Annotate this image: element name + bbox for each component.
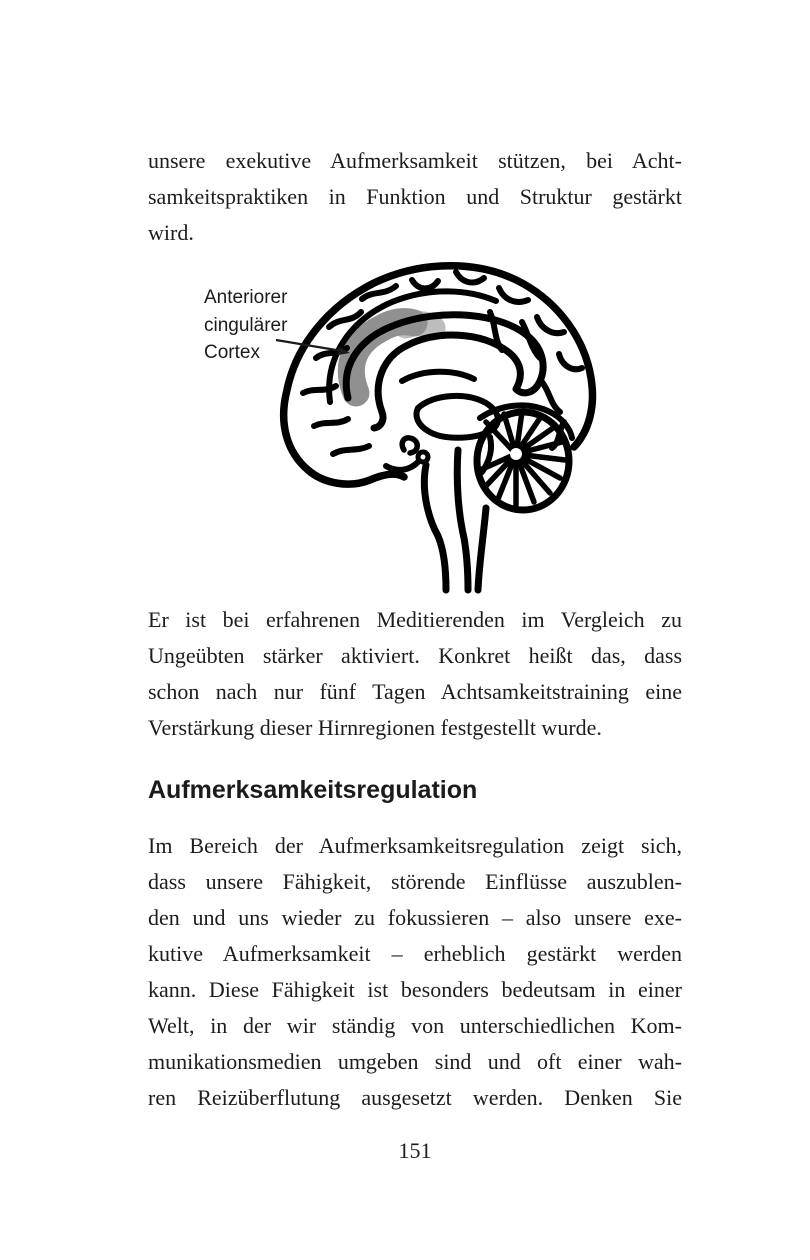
brain-figure [190, 250, 640, 595]
cerebellum-folia [480, 412, 565, 505]
fornix [402, 372, 474, 381]
text-line: ren Reizüberflutung ausgesetzt werden. Denken Sie [148, 1085, 682, 1110]
text-line: Welt, in der wir ständig von unterschiedlichen Kom- [148, 1013, 682, 1038]
paragraph-bottom [148, 828, 682, 1116]
text-line: den und uns wieder zu fokussieren – also unsere exe- [148, 905, 682, 930]
text-line: kann. Diese Fähigkeit ist besonders bedeutsam in einer [148, 977, 682, 1002]
page-number: 151 [398, 1138, 432, 1163]
figure-label-line1: Anteriorer [204, 287, 288, 308]
figure-label-line3: Cortex [204, 342, 260, 363]
mammillary-body [418, 452, 428, 462]
cerebellum-hub [510, 448, 522, 460]
text-line: Er ist bei erfahrenen Meditierenden im Vergleich zu [148, 607, 682, 632]
text-line: Ungeübten stärker aktiviert. Konkret heißt das, dass [148, 643, 682, 668]
figure-label-line2: cingulärer [204, 315, 288, 336]
text-line: wird. [148, 220, 194, 245]
text-line: Im Bereich der Aufmerksamkeitsregulation zeigt sich, [148, 833, 682, 858]
text-line: munikationsmedien umgeben sind und oft einer wah- [148, 1049, 682, 1074]
label-arrow [276, 340, 350, 355]
text-line: unsere exekutive Aufmerksamkeit stützen, bei Acht- [148, 148, 682, 173]
brain-illustration [190, 250, 640, 595]
hypothalamus [402, 438, 417, 453]
text-line: dass unsere Fähigkeit, störende Einflüsse auszublen- [148, 869, 682, 894]
temporal-lobe-edge [308, 470, 404, 484]
paragraph-top [148, 143, 682, 251]
text-line: schon nach nur fünf Tagen Achtsamkeitstraining eine [148, 679, 682, 704]
text-line: samkeitspraktiken in Funktion und Struktur gestärkt [148, 184, 682, 209]
text-line: Verstärkung dieser Hirnregionen festgestellt wurde. [148, 715, 602, 740]
paragraph-middle [148, 602, 682, 746]
text-line: kutive Aufmerksamkeit – erheblich gestärkt werden [148, 941, 682, 966]
section-heading: Aufmerksamkeitsregulation [148, 776, 478, 804]
